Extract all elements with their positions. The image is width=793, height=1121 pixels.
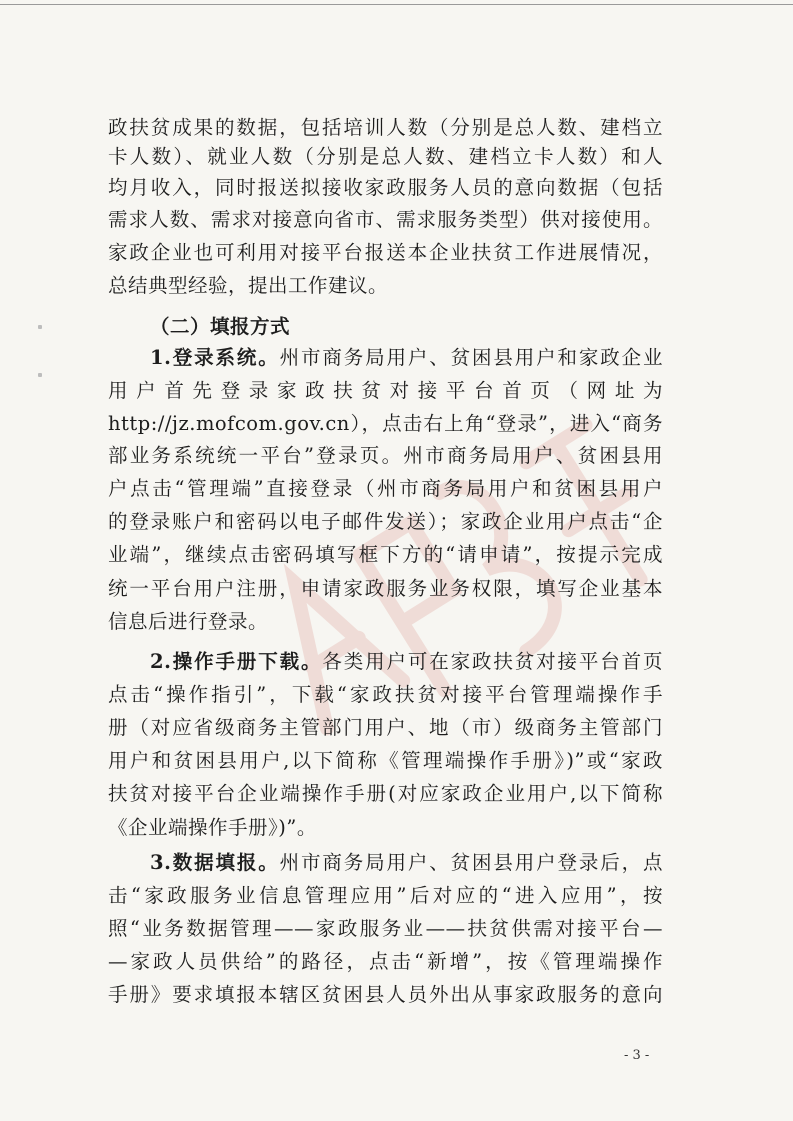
paragraph-3-first-line <box>150 851 663 879</box>
text-line: http://jz.mofcom.gov.cn），点击右上角“登录”，进入“商务 <box>108 412 663 435</box>
scan-mark <box>38 373 42 377</box>
text-line: 手册》要求填报本辖区贫困县人员外出从事家政服务的意向 <box>108 983 663 1006</box>
text-line: 册（对应省级商务主管部门用户、地（市）级商务主管部门 <box>108 716 663 739</box>
text-line: 统一平台用户注册，申请家政服务业务权限，填写企业基本 <box>108 577 663 600</box>
top-rule <box>0 4 793 5</box>
text-line: 均月收入，同时报送拟接收家政服务人员的意向数据（包括 <box>108 176 663 199</box>
text-line: 业端”，继续点击密码填写框下方的“请申请”，按提示完成 <box>108 543 663 566</box>
text-line: 部业务系统统一平台”登录页。州市商务局用户、贫困县用 <box>108 444 663 467</box>
text-line: 用户和贫困县用户,以下简称《管理端操作手册》)”或“家政 <box>108 749 663 772</box>
text-line: 的登录账户和密码以电子邮件发送）；家政企业用户点击“企 <box>108 510 663 533</box>
paragraph-2-lead: 2.操作手册下载。 <box>150 650 323 673</box>
text-line: 家政企业也可利用对接平台报送本企业扶贫工作进展情况， <box>108 241 663 264</box>
paragraph-1-lead: 1.登录系统。 <box>150 346 280 369</box>
text-line: 信息后进行登录。 <box>108 610 269 633</box>
paragraph-1-first-rest: 州市商务局用户、贫困县用户和家政企业 <box>279 346 663 369</box>
text-line: 卡人数）、就业人数（分别是总人数、建档立卡人数）和人 <box>108 145 663 168</box>
text-line: 照“业务数据管理——家政服务业——扶贫供需对接平台— <box>108 917 663 940</box>
text-line: 政扶贫成果的数据，包括培训人数（分别是总人数、建档立 <box>108 116 663 139</box>
paragraph-2-first-rest: 各类用户可在家政扶贫对接平台首页 <box>322 650 663 673</box>
text-line: 用户首先登录家政扶贫对接平台首页（网址为 <box>108 379 663 402</box>
text-line: 点击“操作指引”，下载“家政扶贫对接平台管理端操作手 <box>108 683 663 706</box>
text-line: 总结典型经验，提出工作建议。 <box>108 274 389 297</box>
scan-mark <box>38 325 42 329</box>
paragraph-2-first-line <box>150 650 663 678</box>
text-line: 户点击“管理端”直接登录（州市商务局用户和贫困县用户 <box>108 477 663 500</box>
paragraph-3-first-rest: 州市商务局用户、贫困县用户登录后，点 <box>279 851 663 874</box>
text-line: 《企业端操作手册》)”。 <box>108 816 317 839</box>
text-line: 需求人数、需求对接意向省市、需求服务类型）供对接使用。 <box>108 208 663 231</box>
paragraph-1-first-line <box>150 346 663 374</box>
paragraph-3-lead: 3.数据填报。 <box>150 851 280 874</box>
section-heading: （二）填报方式 <box>150 315 291 338</box>
text-line: —家政人员供给”的路径，点击“新增”，按《管理端操作 <box>108 950 663 973</box>
page-number: - 3 - <box>624 1048 650 1063</box>
text-line: 扶贫对接平台企业端操作手册(对应家政企业用户,以下简称 <box>108 782 663 805</box>
text-line: 击“家政服务业信息管理应用”后对应的“进入应用”，按 <box>108 884 663 907</box>
